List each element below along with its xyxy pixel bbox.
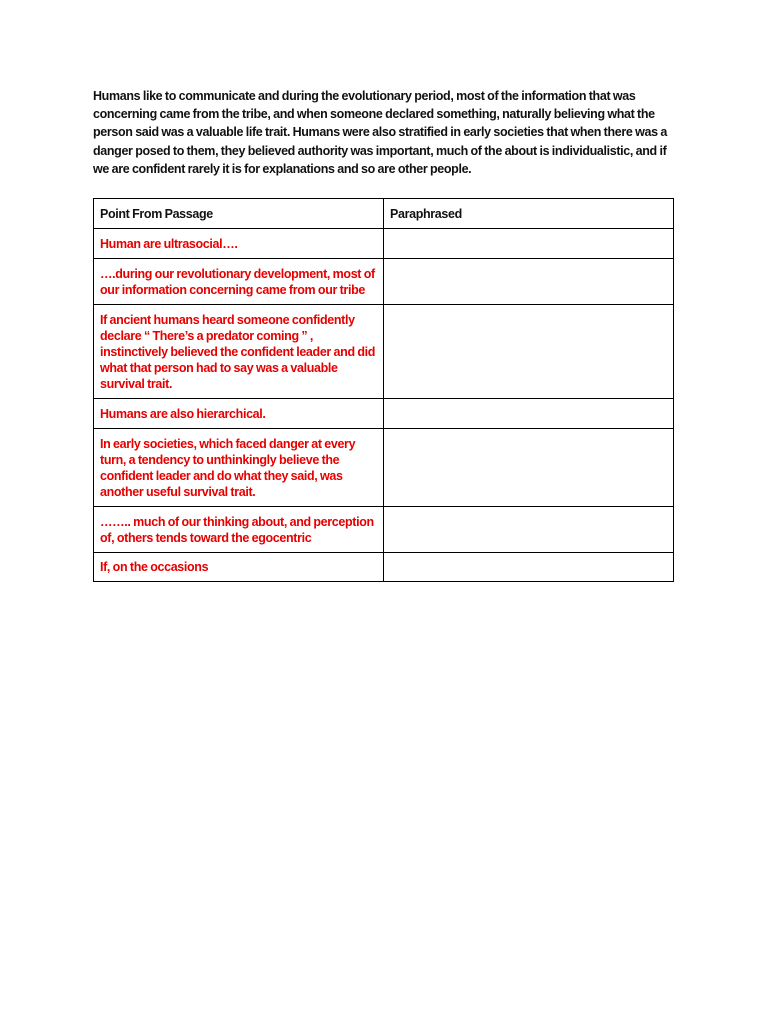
header-paraphrased: Paraphrased	[384, 199, 674, 229]
document-page	[93, 87, 673, 574]
point-cell: …….. much of our thinking about, and perception of, others tends toward the egocentric	[94, 507, 384, 553]
header-point-from-passage: Point From Passage	[94, 199, 384, 229]
table-row	[94, 305, 674, 399]
table-row	[94, 399, 674, 429]
table-header-row	[94, 199, 674, 229]
point-cell: If, on the occasions	[94, 553, 384, 582]
point-cell: Humans are also hierarchical.	[94, 399, 384, 429]
table-row	[94, 259, 674, 305]
table-row	[94, 229, 674, 259]
point-cell: In early societies, which faced danger at every turn, a tendency to unthinkingly believe the confident leader and do what they said, was another useful survival trait.	[94, 429, 384, 507]
paraphrased-cell[interactable]	[384, 507, 674, 553]
paraphrased-cell[interactable]	[384, 399, 674, 429]
paraphrased-cell[interactable]	[384, 259, 674, 305]
intro-paragraph: Humans like to communicate and during the evolutionary period, most of the information that was concerning came from the tribe, and when someone declared something, naturally believing what the person said was a valuable life trait. Humans were also stratified in early societies that when there was a danger posed to them, they believed authority was important, much of the about is individualistic, and if we are confident rarely it is for explanations and so are other people.	[93, 89, 667, 176]
point-cell: If ancient humans heard someone confidently declare “ There’s a predator coming ” , instinctively believed the confident leader and did what that person had to say was a valuable survival trait.	[94, 305, 384, 399]
paraphrased-cell[interactable]	[384, 553, 674, 582]
table-row	[94, 429, 674, 507]
point-cell: Human are ultrasocial….	[94, 229, 384, 259]
point-cell: ….during our revolutionary development, most of our information concerning came from our tribe	[94, 259, 384, 305]
paraphrased-cell[interactable]	[384, 305, 674, 399]
table-row	[94, 553, 674, 582]
paraphrase-table	[93, 198, 674, 582]
table-row	[94, 507, 674, 553]
paraphrased-cell[interactable]	[384, 429, 674, 507]
paraphrased-cell[interactable]	[384, 229, 674, 259]
